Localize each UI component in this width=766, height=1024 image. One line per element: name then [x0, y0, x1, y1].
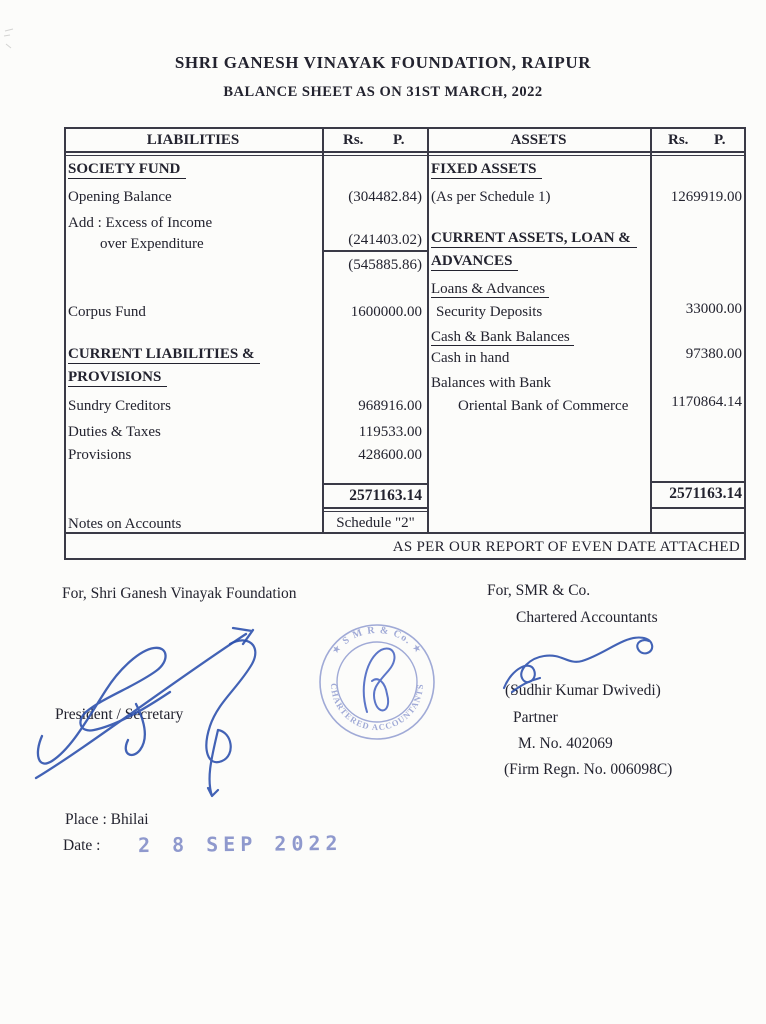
row-label-sundry-creditors: Sundry Creditors — [68, 398, 171, 414]
right-signatory-membership-no: M. No. 402069 — [518, 735, 613, 752]
row-label-add-excess-2: over Expenditure — [100, 236, 204, 252]
table-divider-1 — [322, 127, 324, 533]
amount-provisions: 428600.00 — [358, 447, 422, 463]
table-header-rule — [64, 151, 746, 153]
amount-add-excess: (241403.02) — [348, 232, 422, 248]
section-heading-current-liabilities-1: CURRENT LIABILITIES & — [68, 346, 260, 364]
subheading-cash-bank-balances: Cash & Bank Balances — [431, 329, 574, 346]
subheading-loans-advances: Loans & Advances — [431, 281, 549, 298]
row-label-cash-in-hand: Cash in hand — [431, 350, 510, 366]
value-notes-schedule: Schedule "2" — [336, 515, 415, 531]
document-subtitle: BALANCE SHEET AS ON 31ST MARCH, 2022 — [223, 84, 543, 100]
table-border-left — [64, 127, 66, 560]
amount-security-deposits: 33000.00 — [685, 301, 742, 317]
row-label-as-per-schedule-1: (As per Schedule 1) — [431, 189, 551, 205]
amount-oriental-bank: 1170864.14 — [671, 394, 742, 410]
row-label-provisions: Provisions — [68, 447, 132, 463]
row-label-corpus-fund: Corpus Fund — [68, 304, 146, 320]
row-label-security-deposits: Security Deposits — [436, 304, 543, 320]
subtotal-rule — [322, 250, 429, 252]
row-label-duties-taxes: Duties & Taxes — [68, 424, 161, 440]
smr-co-round-stamp — [315, 620, 439, 744]
section-heading-society-fund: SOCIETY FUND — [68, 161, 186, 179]
left-total-rule-top — [322, 483, 429, 485]
row-label-notes-on-accounts: Notes on Accounts — [68, 516, 182, 532]
stamp-bottom-arc-text: CHARTERED ACCOUNTANTS — [328, 682, 426, 733]
document-title: SHRI GANESH VINAYAK FOUNDATION, RAIPUR — [174, 53, 592, 72]
amount-duties-taxes: 119533.00 — [358, 424, 422, 440]
row-label-add-excess-1: Add : Excess of Income — [68, 215, 213, 231]
table-divider-2 — [427, 127, 429, 533]
col-header-assets: ASSETS — [510, 132, 567, 148]
stamp-counter-signature — [364, 648, 395, 712]
right-signatory-for-line: For, SMR & Co. — [487, 582, 591, 599]
col-header-p-1: P. — [393, 132, 405, 148]
right-total-rule-bottom — [650, 507, 746, 509]
left-signatory-designation: President / Secretary — [55, 706, 184, 723]
amount-fixed-assets: 1269919.00 — [670, 189, 742, 205]
amount-society-fund-subtotal: (545885.86) — [348, 257, 422, 273]
scan-artifact-mark — [0, 24, 22, 54]
col-header-p-2: P. — [714, 132, 726, 148]
amount-opening-balance: (304482.84) — [348, 189, 422, 205]
date-label: Date : — [63, 837, 101, 854]
table-border-top — [64, 127, 746, 129]
section-heading-current-liabilities-2: PROVISIONS — [68, 369, 167, 387]
col-header-rs-1: Rs. — [343, 132, 364, 148]
president-signature — [28, 608, 288, 798]
col-header-liabilities: LIABILITIES — [146, 132, 240, 148]
col-header-rs-2: Rs. — [668, 132, 689, 148]
amount-corpus-fund: 1600000.00 — [350, 304, 422, 320]
section-heading-fixed-assets: FIXED ASSETS — [431, 161, 542, 179]
amount-liabilities-total: 2571163.14 — [349, 487, 422, 504]
left-signatory-for-line: For, Shri Ganesh Vinayak Foundation — [62, 585, 297, 602]
right-signatory-designation: Partner — [513, 709, 558, 726]
left-total-rule-bottom — [322, 507, 429, 509]
row-label-oriental-bank: Oriental Bank of Commerce — [458, 398, 629, 414]
place-line: Place : Bhilai — [65, 811, 149, 828]
amount-sundry-creditors: 968916.00 — [358, 398, 422, 414]
amount-cash-in-hand: 97380.00 — [685, 346, 742, 362]
table-header-rule-2 — [64, 155, 746, 156]
stamp-top-arc-text: ★ S M R & Co. ★ — [329, 624, 425, 657]
svg-text:CHARTERED ACCOUNTANTS — [329, 683, 425, 732]
date-stamp: 2 8 SEP 2022 — [137, 830, 343, 858]
right-signatory-name: (Sudhir Kumar Dwivedi) — [505, 682, 661, 699]
left-total-rule-bottom-2 — [322, 511, 429, 512]
table-border-right — [744, 127, 746, 560]
svg-text:★ S M R & Co. ★ — [330, 625, 424, 657]
right-signatory-firm-regn: (Firm Regn. No. 006098C) — [504, 761, 673, 778]
section-heading-current-assets-2: ADVANCES — [431, 253, 518, 271]
right-signatory-firm-type: Chartered Accountants — [516, 609, 658, 626]
report-attached-note: AS PER OUR REPORT OF EVEN DATE ATTACHED — [392, 539, 740, 555]
row-label-opening-balance: Opening Balance — [68, 189, 172, 205]
table-border-bottom — [64, 558, 746, 560]
table-divider-3 — [650, 127, 652, 533]
right-total-rule-top — [650, 481, 746, 483]
section-heading-current-assets-1: CURRENT ASSETS, LOAN & — [431, 230, 637, 248]
secretary-signature — [168, 636, 278, 801]
amount-assets-total: 2571163.14 — [669, 485, 742, 502]
row-label-balances-with-bank: Balances with Bank — [431, 375, 551, 391]
